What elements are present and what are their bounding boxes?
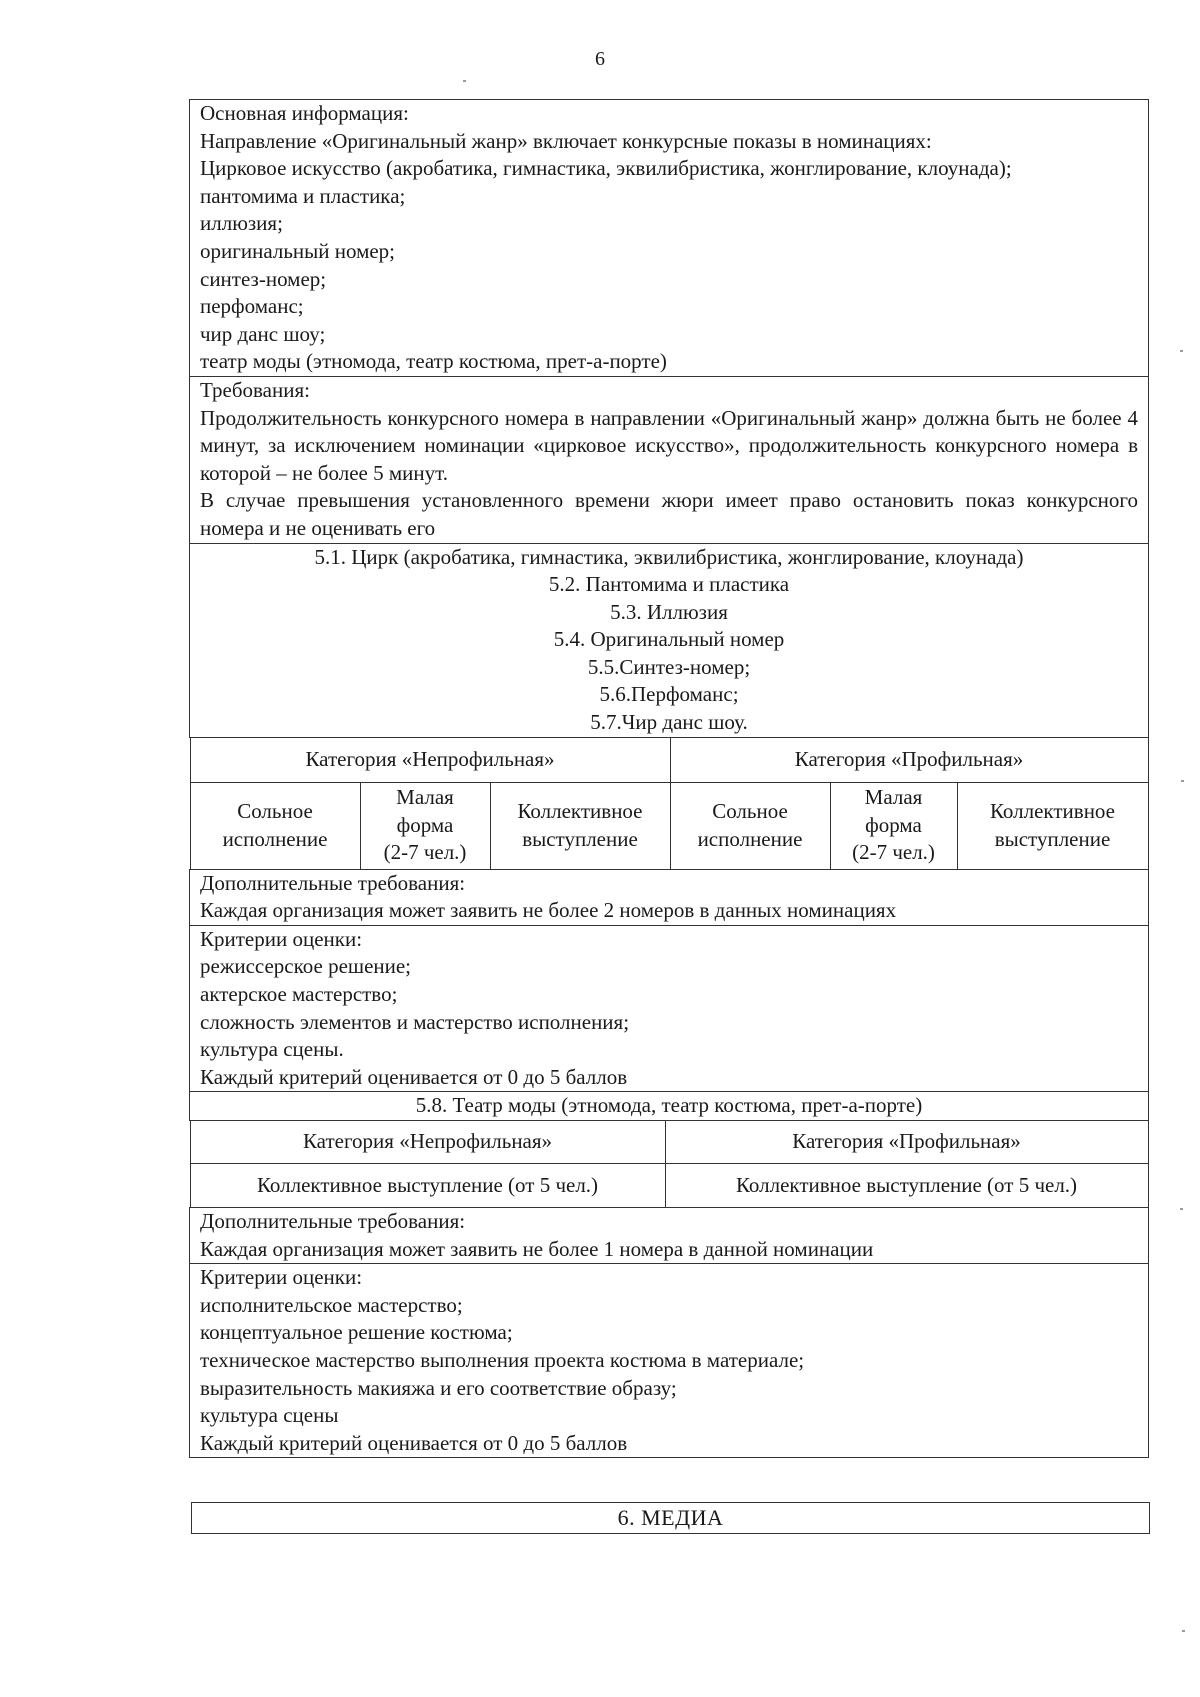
additional-requirements-heading: Дополнительные требования: — [200, 1209, 466, 1233]
fashion-categories-grid — [190, 1121, 1149, 1207]
nominations-cell — [190, 543, 1149, 737]
criteria-item: концептуальное решение костюма; — [200, 1320, 513, 1345]
criteria-heading: Критерии оценки: — [200, 926, 363, 951]
fashion-collective-nonprofile: Коллективное выступление (от 5 чел.) — [190, 1164, 665, 1208]
requirements-cell — [190, 376, 1149, 543]
categories-cell — [190, 737, 1149, 869]
criteria-row — [190, 1264, 1149, 1458]
regulations-table — [189, 99, 1149, 1458]
main-info-line: оригинальный номер; — [200, 238, 396, 263]
category-profile-header: Категория «Профильная» — [670, 738, 1148, 783]
fashion-title-row — [190, 1092, 1149, 1121]
nomination-item: 5.6.Перфоманс; — [599, 682, 739, 707]
requirements-row — [190, 376, 1149, 543]
fashion-categories-cell — [190, 1121, 1149, 1208]
requirements-paragraph: Продолжительность конкурсного номера в направлении «Оригинальный жанр» должна быть не более 4 минут, за исключением номинации «цирковое искусство», продолжительность конкурсного номера в которой – не более 5 минут. — [200, 405, 1138, 485]
scan-speck — [1180, 350, 1183, 352]
main-info-line: театр моды (этномода, театр костюма, прет-а-порте) — [200, 349, 667, 374]
category-nonprofile-header: Категория «Непрофильная» — [190, 738, 670, 783]
additional-requirements-cell — [190, 869, 1149, 925]
nomination-item: 5.1. Цирк (акробатика, гимнастика, эквилибристика, жонглирование, клоунада) — [314, 544, 1024, 569]
criteria-item: режиссерское решение; — [200, 954, 412, 979]
scan-speck — [1182, 1630, 1185, 1632]
form-small-profile: Малая форма (2-7 чел.) — [830, 782, 957, 869]
additional-requirements-row — [190, 1208, 1149, 1264]
scan-speck — [463, 80, 466, 82]
additional-requirements-text: Каждая организация может заявить не более 1 номера в данной номинации — [200, 1236, 874, 1261]
scan-speck — [1180, 1208, 1183, 1210]
main-info-line: иллюзия; — [200, 211, 283, 236]
criteria-item: техническое мастерство выполнения проекта костюма в материале; — [200, 1347, 805, 1372]
form-solo-nonprofile: Сольное исполнение — [190, 782, 360, 869]
nomination-item: 5.3. Иллюзия — [610, 599, 728, 624]
additional-requirements-cell — [190, 1208, 1149, 1264]
additional-requirements-row — [190, 869, 1149, 925]
criteria-score-note: Каждый критерий оценивается от 0 до 5 баллов — [200, 1064, 628, 1089]
criteria-row — [190, 925, 1149, 1092]
main-info-row — [190, 100, 1149, 377]
requirements-heading: Требования: — [200, 377, 310, 402]
scan-speck — [1181, 780, 1184, 782]
fashion-category-profile: Категория «Профильная» — [665, 1121, 1148, 1164]
criteria-cell — [190, 925, 1149, 1092]
fashion-categories-row — [190, 1121, 1149, 1208]
nominations-row — [190, 543, 1149, 737]
additional-requirements-text: Каждая организация может заявить не более 2 номеров в данных номинациях — [200, 898, 897, 923]
criteria-item: культура сцены. — [200, 1037, 344, 1062]
main-info-line: чир данс шоу; — [200, 321, 326, 346]
form-small-nonprofile: Малая форма (2-7 чел.) — [360, 782, 490, 869]
form-collective-profile: Коллективное выступление — [957, 782, 1148, 869]
nomination-item: 5.4. Оригинальный номер — [553, 627, 785, 652]
fashion-category-nonprofile: Категория «Непрофильная» — [190, 1121, 665, 1164]
nomination-item: 5.2. Пантомима и пластика — [548, 572, 790, 597]
categories-row — [190, 737, 1149, 869]
criteria-cell — [190, 1264, 1149, 1458]
criteria-item: выразительность макияжа и его соответствие образу; — [200, 1375, 677, 1400]
main-info-cell — [190, 100, 1149, 377]
fashion-title: 5.8. Театр моды (этномода, театр костюма, прет-а-порте) — [190, 1092, 1149, 1121]
criteria-item: культура сцены — [200, 1403, 339, 1428]
criteria-item: исполнительское мастерство; — [200, 1292, 463, 1317]
form-solo-profile: Сольное исполнение — [670, 782, 830, 869]
main-info-line: Цирковое искусство (акробатика, гимнастика, эквилибристика, жонглирование, клоунада); — [200, 156, 1012, 181]
form-collective-nonprofile: Коллективное выступление — [490, 782, 670, 869]
main-info-heading: Основная информация: — [200, 101, 409, 125]
requirements-paragraph: В случае превышения установленного времени жюри имеет право остановить показ конкурсного номера и не оценивать его — [200, 488, 1138, 540]
main-info-line: пантомима и пластика; — [200, 183, 406, 208]
criteria-heading: Критерии оценки: — [200, 1265, 363, 1290]
main-info-line: Направление «Оригинальный жанр» включает конкурсные показы в номинациях: — [200, 128, 932, 153]
page-number: 6 — [595, 48, 605, 70]
additional-requirements-heading: Дополнительные требования: — [200, 870, 466, 895]
criteria-item: актерское мастерство; — [200, 982, 398, 1007]
nomination-item: 5.5.Синтез-номер; — [587, 654, 751, 679]
criteria-score-note: Каждый критерий оценивается от 0 до 5 баллов — [200, 1430, 628, 1455]
nomination-item: 5.7.Чир данс шоу. — [590, 710, 748, 735]
criteria-item: сложность элементов и мастерство исполнения; — [200, 1009, 630, 1034]
fashion-collective-profile: Коллективное выступление (от 5 чел.) — [665, 1164, 1148, 1208]
categories-grid — [190, 738, 1149, 869]
main-info-line: синтез-номер; — [200, 266, 327, 291]
main-info-line: перфоманс; — [200, 294, 304, 319]
media-section-heading: 6. МЕДИА — [191, 1502, 1150, 1534]
